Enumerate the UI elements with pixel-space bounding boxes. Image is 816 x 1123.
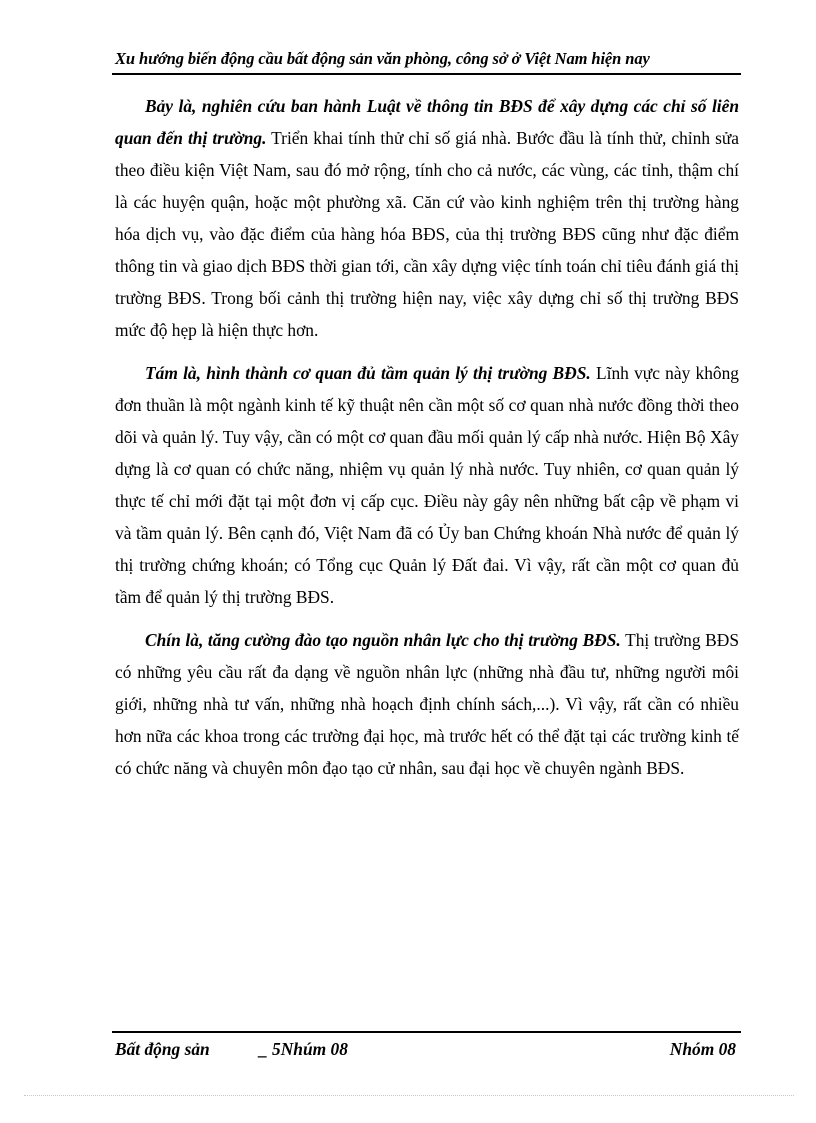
paragraph-eight xyxy=(115,357,739,613)
footer-left-label: Bất động sản xyxy=(115,1039,210,1059)
paragraph-nine-text: Thị trường BĐS có những yêu cầu rất đa dạng về nguồn nhân lực (những nhà đầu tư, những người môi giới, những nhà tư vấn, những nhà hoạch định chính sách,...). Vì vậy, rất cần có nhiều hơn nữa các khoa trong các trường đại học, mà trước hết có thể đặt tại các trường kinh tế có chức năng và chuyên môn đạo tạo cử nhân, sau đại học về chuyên ngành BĐS. xyxy=(115,630,739,778)
footer-divider xyxy=(112,1031,741,1033)
footer-page-label: _ 5Nhúm 08 xyxy=(259,1039,348,1059)
paragraph-seven xyxy=(115,90,739,346)
paragraph-seven-text: Triển khai tính thử chỉ số giá nhà. Bước đầu là tính thử, chỉnh sửa theo điều kiện Việt Nam, sau đó mở rộng, tính cho cả nước, các vùng, các tỉnh, thậm chí là các huyện quận, hoặc một phường xã. Căn cứ vào kinh nghiệm trên thị trường hàng hóa dịch vụ, vào đặc điểm của hàng hóa BĐS, của thị trường BĐS cũng như đặc điểm thông tin và giao dịch BĐS thời gian tới, cần xây dựng việc tính toán chỉ tiêu đánh giá thị trường BĐS. Trong bối cảnh thị trường hiện nay, việc xây dựng chỉ số thị trường BĐS mức độ hẹp là hiện thực hơn. xyxy=(115,128,740,340)
paragraph-seven-lead: Bảy là, nghiên cứu ban hành Luật về thông tin BĐS để xây dựng các chỉ số liên quan đến thị trường. xyxy=(115,96,739,148)
paragraph-nine xyxy=(115,624,739,784)
page-bottom-border xyxy=(24,1095,794,1096)
header-divider xyxy=(112,73,741,75)
footer-group-label: Nhóm 08 xyxy=(669,1039,736,1059)
paragraph-nine-lead: Chín là, tăng cường đào tạo nguồn nhân lực cho thị trường BĐS. xyxy=(145,630,621,650)
running-header: Xu hướng biến động cầu bất động sản văn phòng, công sở ở Việt Nam hiện nay xyxy=(115,49,650,68)
paragraph-eight-lead: Tám là, hình thành cơ quan đủ tầm quản lý thị trường BĐS. xyxy=(145,363,591,383)
paragraph-eight-text: Lĩnh vực này không đơn thuần là một ngành kinh tế kỹ thuật nên cần một số cơ quan nhà nước đồng thời theo dõi và quản lý. Tuy vậy, cần có một cơ quan đầu mối quản lý cấp nhà nước. Hiện Bộ Xây dựng là cơ quan có chức năng, nhiệm vụ quản lý nhà nước. Tuy nhiên, cơ quan quản lý thực tế chỉ mới đặt tại một đơn vị cấp cục. Điều này gây nên những bất cập về phạm vi và tầm quản lý. Bên cạnh đó, Việt Nam đã có Ủy ban Chứng khoán Nhà nước để quản lý thị trường chứng khoán; có Tổng cục Quản lý Đất đai. Vì vậy, rất cần một cơ quan đủ tầm để quản lý thị trường BĐS. xyxy=(115,363,739,607)
document-body xyxy=(115,90,739,795)
